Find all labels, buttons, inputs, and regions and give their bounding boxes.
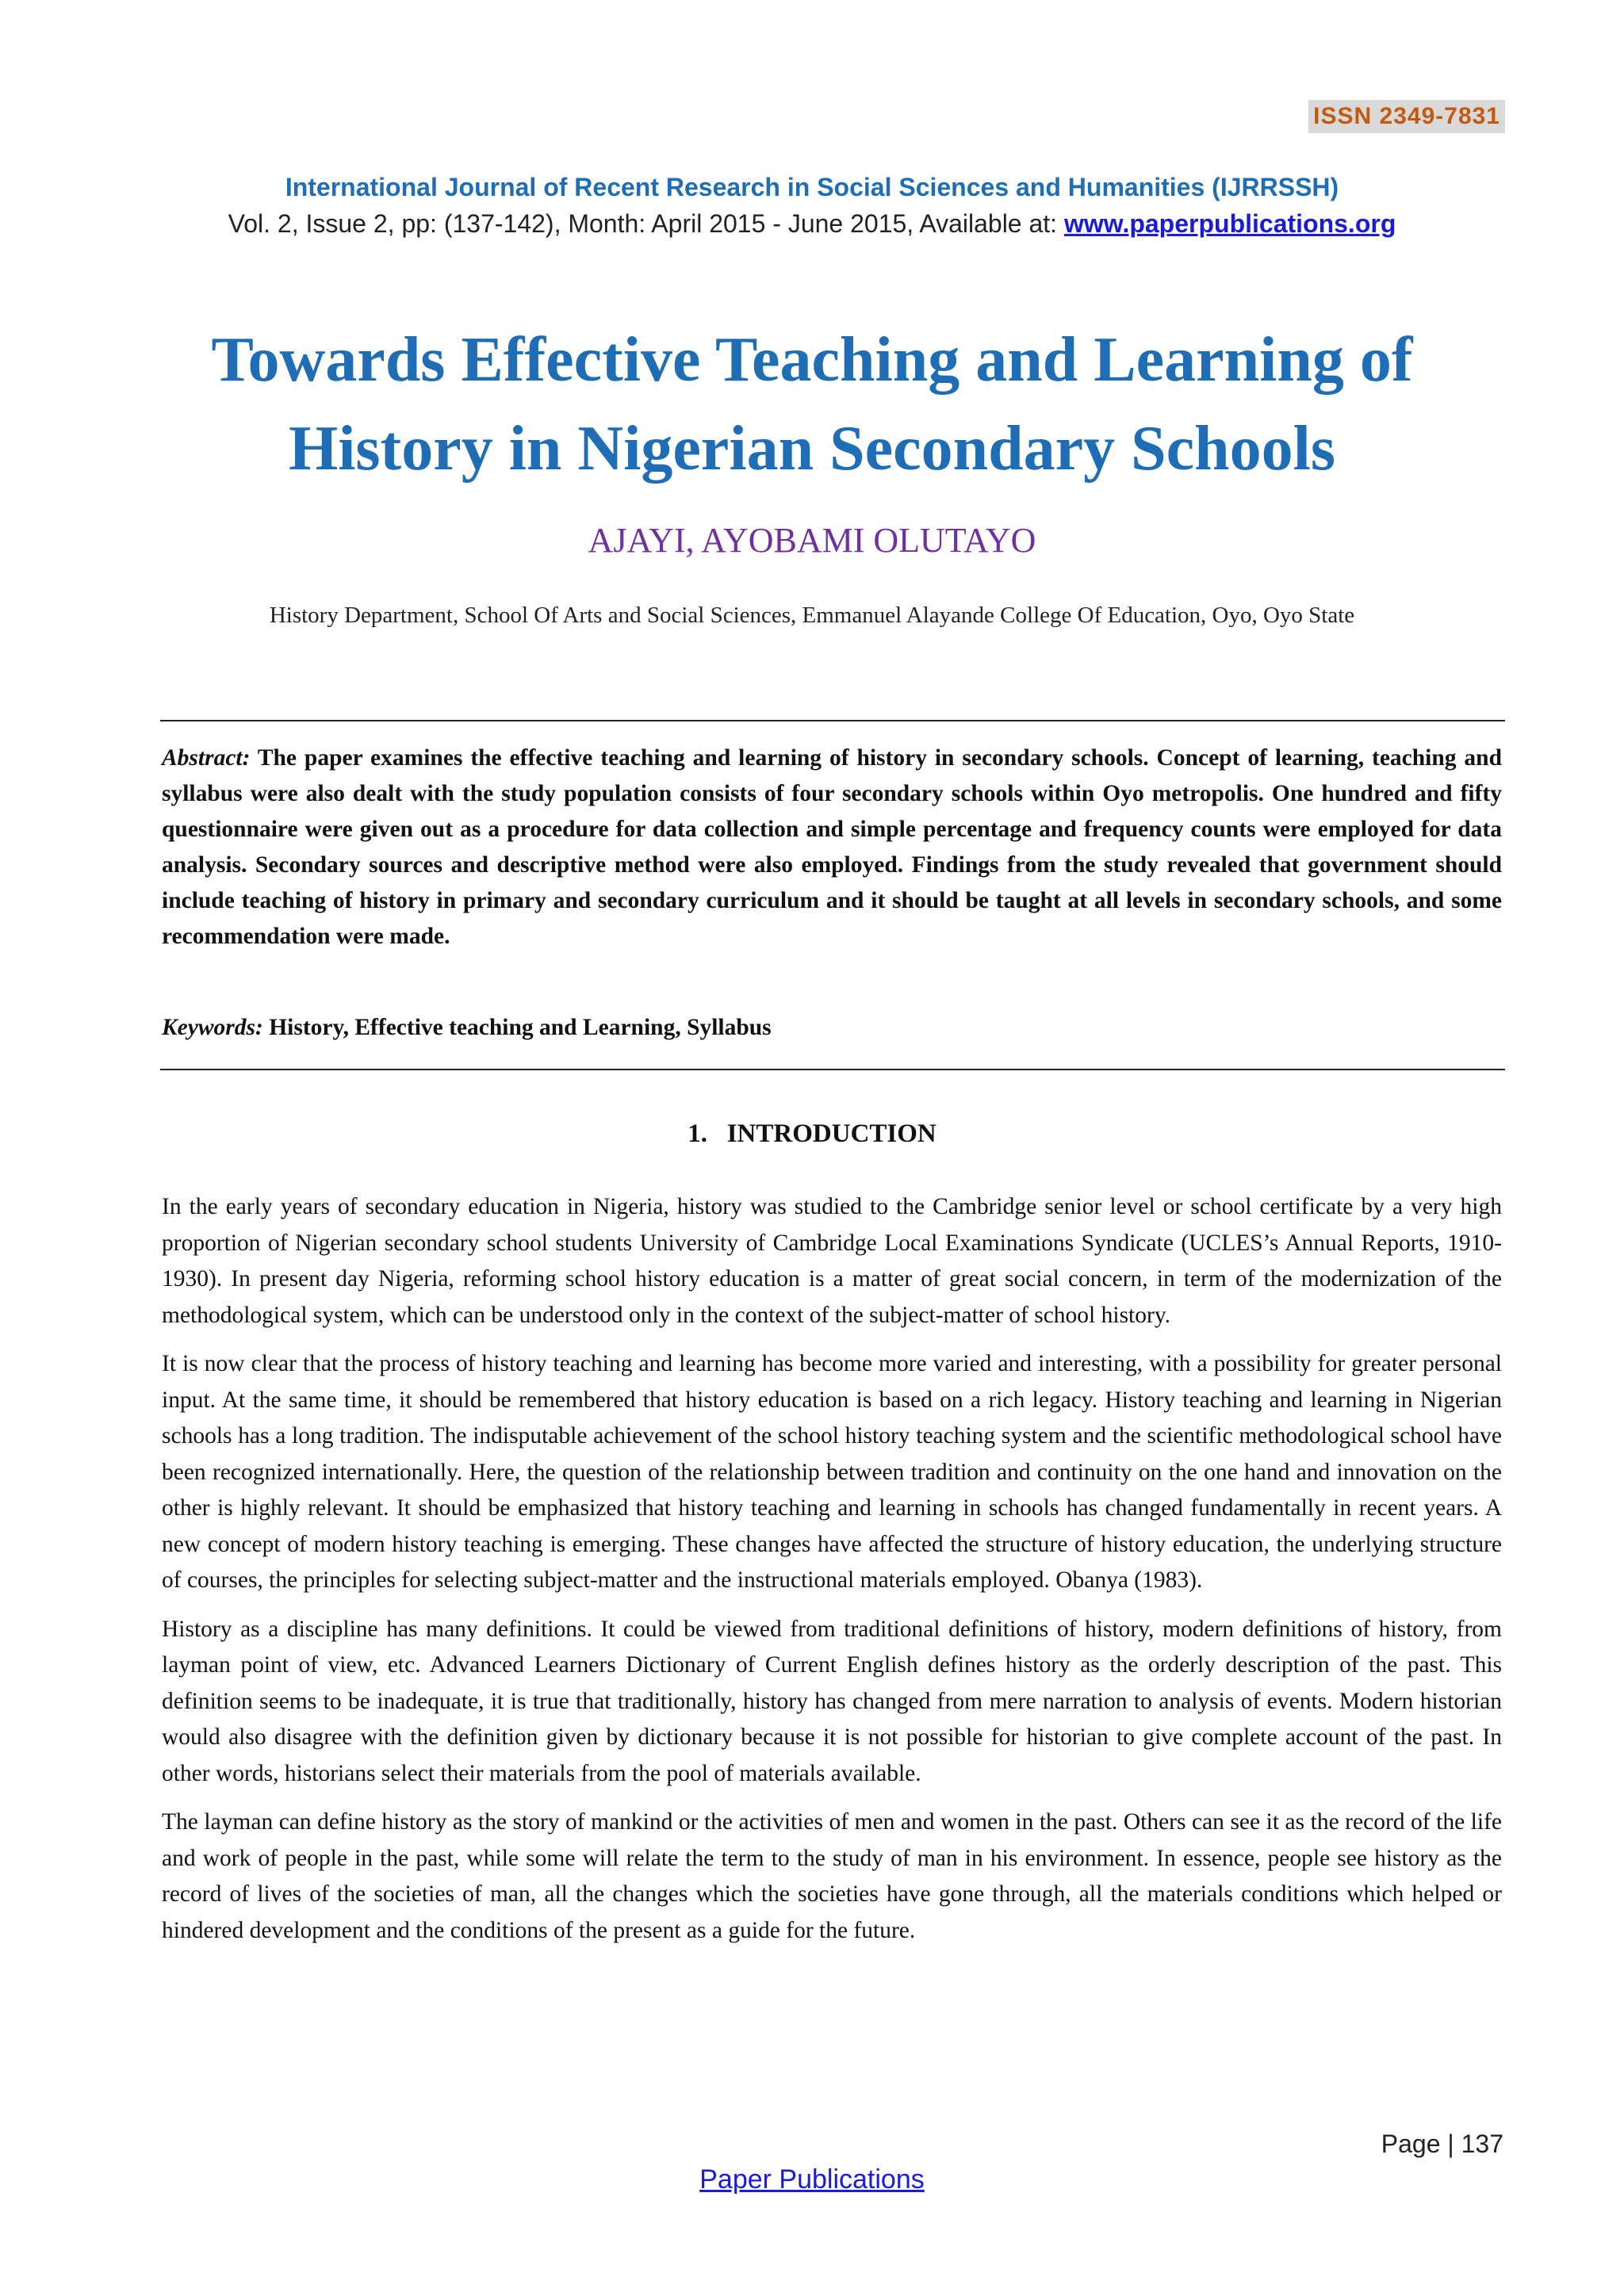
keywords-text: History, Effective teaching and Learning, Syllabus bbox=[269, 1015, 772, 1040]
abstract-top-divider bbox=[160, 720, 1505, 721]
keywords bbox=[162, 1010, 1502, 1046]
body-paragraph: History as a discipline has many definitions. It could be viewed from traditional definitions of history, modern definitions of history, from layman point of view, etc. Advanced Learners Dictionary of Current English defines history as the orderly description of the past. This definition seems to be inadequate, it is true that traditionally, history has changed from mere narration to analysis of events. Modern historian would also disagree with the definition given by dictionary because it is not possible for historian to give complete account of the past. In other words, historians select their materials from the pool of materials available. bbox=[162, 1616, 1502, 1786]
author-name: AJAYI, AYOBAMI OLUTAYO bbox=[588, 521, 1036, 560]
volume-text: Vol. 2, Issue 2, pp: (137-142), Month: April 2015 - June 2015, Available at: bbox=[228, 209, 1064, 238]
section-heading: 1. INTRODUCTION bbox=[688, 1119, 936, 1148]
paper-title-line-1: Towards Effective Teaching and Learning of bbox=[211, 325, 1413, 395]
body-paragraph: The layman can define history as the story of mankind or the activities of men and women in the past. Others can see it as the record of the life and work of people in the past, while some will relate the term to the study of man in his environment. In essence, people see history as the record of lives of the societies of man, all the changes which the societies have gone through, all the materials conditions which helped or hindered development and the conditions of the present as a guide for the future. bbox=[162, 1809, 1502, 1943]
journal-title: International Journal of Recent Research in Social Sciences and Humanities (IJRRSSH) bbox=[285, 173, 1339, 201]
paper-title bbox=[127, 316, 1497, 493]
publisher-link[interactable]: Paper Publications bbox=[699, 2164, 925, 2195]
abstract-text: The paper examines the effective teaching and learning of history in secondary schools. Concept of learning, teaching and syllabus were also dealt with the study population consists of four secondary schools within Oyo metropolis. One hundred and fifty questionnaire were given out as a procedure for data collection and simple percentage and frequency counts were employed for data analysis. Secondary sources and descriptive method were also employed. Findings from the study revealed that government should include teaching of history in primary and secondary curriculum and it should be taught at all levels in secondary schools, and some recommendation were made. bbox=[162, 745, 1502, 949]
footer bbox=[0, 2164, 1624, 2195]
abstract-bottom-divider bbox=[160, 1069, 1505, 1070]
issn-badge: ISSN 2349-7831 bbox=[1308, 100, 1505, 133]
paper-title-line-2: History in Nigerian Secondary Schools bbox=[288, 414, 1336, 484]
page-number: Page | 137 bbox=[1381, 2130, 1503, 2158]
body-paragraph: In the early years of secondary education in Nigeria, history was studied to the Cambridge senior level or school certificate by a very high proportion of Nigerian secondary school students University of Cambridge Local Examinations Syndicate (UCLES’s Annual Reports, 1910-1930). In present day Nigeria, reforming school history education is a matter of great social concern, in term of the modernization of the methodological system, which can be understood only in the context of the subject-matter of school history. bbox=[162, 1194, 1502, 1328]
body-paragraph: It is now clear that the process of history teaching and learning has become more varied and interesting, with a possibility for greater personal input. At the same time, it should be remembered that history education is based on a rich legacy. History teaching and learning in Nigerian schools has a long tradition. The indisputable achievement of the school history teaching system and the scientific methodological school have been recognized internationally. Here, the question of the relationship between tradition and continuity on the one hand and innovation on the other is highly relevant. It should be emphasized that history teaching and learning in schools has changed fundamentally in recent years. A new concept of modern history teaching is emerging. These changes have affected the structure of history education, the underlying structure of courses, the principles for selecting subject-matter and the instructional materials employed. Obanya (1983). bbox=[162, 1351, 1502, 1593]
journal-website-link[interactable]: www.paperpublications.org bbox=[1063, 209, 1396, 238]
author-affiliation: History Department, School Of Arts and Social Sciences, Emmanuel Alayande College Of Education, Oyo, Oyo State bbox=[269, 603, 1355, 628]
abstract bbox=[162, 740, 1502, 955]
section-body bbox=[162, 1189, 1502, 1961]
volume-info bbox=[0, 209, 1624, 239]
keywords-label: Keywords: bbox=[162, 1015, 263, 1040]
abstract-label: Abstract: bbox=[162, 745, 251, 771]
